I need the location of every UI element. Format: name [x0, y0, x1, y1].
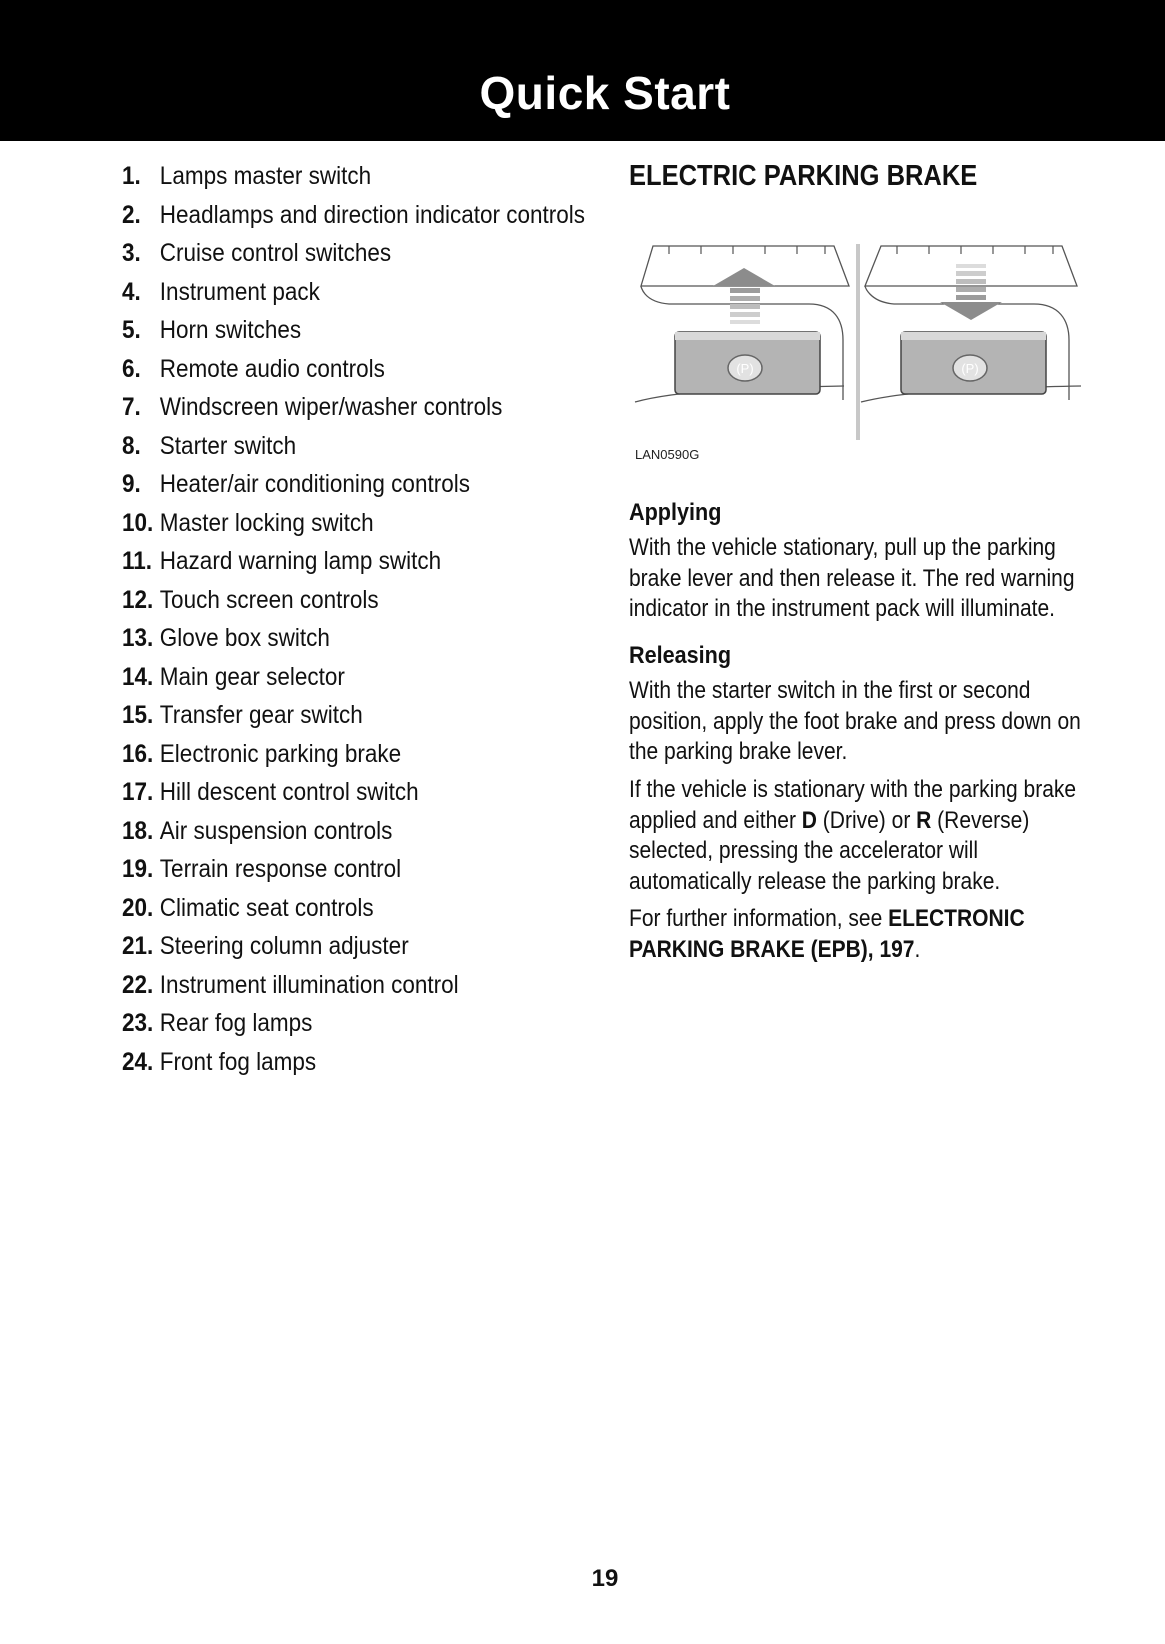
- list-item: [122, 853, 585, 892]
- section-title: ELECTRIC PARKING BRAKE: [629, 160, 978, 192]
- list-item-label: Air suspension controls: [159, 816, 393, 845]
- auto-release-part3: (Reverse) selected, pressing the accelerator will automatically release the parking brake.: [629, 806, 1030, 895]
- figure-caption: LAN0590G: [635, 447, 700, 462]
- controls-list: [122, 160, 636, 1084]
- list-item: [122, 661, 585, 700]
- list-item-label: Steering column adjuster: [159, 932, 409, 960]
- list-item-number: 24.: [122, 1047, 154, 1076]
- list-item-number: 2.: [122, 200, 141, 229]
- list-item-label: Electronic parking brake: [159, 739, 402, 768]
- list-item-label: Main gear selector: [159, 662, 345, 691]
- list-item-number: 13.: [122, 624, 154, 652]
- list-item: [122, 969, 585, 1008]
- list-item: [122, 699, 585, 738]
- list-item-label: Glove box switch: [159, 624, 330, 652]
- list-item-label: Rear fog lamps: [159, 1009, 313, 1037]
- list-item-number: 1.: [122, 162, 141, 190]
- list-item-label: Master locking switch: [159, 508, 374, 537]
- list-item-label: Horn switches: [159, 316, 302, 344]
- list-item-label: Transfer gear switch: [159, 701, 363, 729]
- list-item: [122, 622, 585, 661]
- parking-brake-illustration: [629, 240, 1089, 472]
- list-item: [122, 507, 585, 546]
- list-item-label: Remote audio controls: [159, 354, 385, 383]
- list-item: [122, 237, 585, 276]
- list-item-number: 8.: [122, 431, 141, 460]
- list-item: [122, 430, 585, 469]
- list-item-label: Cruise control switches: [159, 239, 392, 267]
- list-item: [122, 892, 585, 931]
- list-item-number: 14.: [122, 662, 154, 691]
- press-down-panel: [861, 246, 1081, 402]
- list-item-label: Lamps master switch: [159, 162, 372, 190]
- epb-reference-link[interactable]: ELECTRONIC PARKING BRAKE (EPB), 197: [629, 905, 1025, 963]
- auto-release-text: [629, 775, 1084, 897]
- list-item: [122, 776, 585, 815]
- list-item-number: 18.: [122, 816, 154, 845]
- list-item-number: 6.: [122, 354, 141, 383]
- list-item-label: Hill descent control switch: [159, 778, 419, 806]
- list-item: [122, 1046, 585, 1085]
- list-item: [122, 545, 585, 584]
- brake-symbol-left: (P): [736, 361, 754, 376]
- list-item-number: 21.: [122, 932, 154, 960]
- list-item-label: Instrument illumination control: [159, 970, 459, 999]
- list-item-number: 22.: [122, 970, 154, 999]
- list-item-number: 20.: [122, 893, 154, 922]
- list-item: [122, 391, 585, 430]
- list-item-number: 4.: [122, 277, 141, 306]
- page-title: Quick Start: [479, 67, 731, 119]
- list-item-number: 15.: [122, 701, 154, 729]
- auto-release-part1: If the vehicle is stationary with the parking brake applied and either: [629, 776, 1077, 834]
- list-item-label: Terrain response control: [159, 855, 402, 883]
- parking-brake-diagram: [629, 240, 1089, 440]
- list-item-number: 12.: [122, 585, 154, 614]
- applying-text: With the vehicle stationary, pull up the parking brake lever and then release it. The red warning indicator in the instrument pack will illuminate.: [629, 534, 1075, 622]
- list-item-label: Headlamps and direction indicator controls: [159, 200, 586, 229]
- list-item: [122, 353, 585, 392]
- list-item-number: 3.: [122, 239, 141, 267]
- list-item-number: 10.: [122, 508, 154, 537]
- epb-section: [629, 158, 1099, 194]
- list-item: [122, 815, 585, 854]
- further-info-text: [629, 904, 1084, 965]
- releasing-text: With the starter switch in the first or second position, apply the foot brake and press down on the parking brake lever.: [629, 677, 1081, 765]
- list-item-label: Starter switch: [159, 431, 297, 460]
- list-item: [122, 930, 585, 969]
- list-item-number: 16.: [122, 739, 154, 768]
- list-item: [122, 276, 585, 315]
- list-item-label: Front fog lamps: [159, 1047, 317, 1076]
- list-item: [122, 738, 585, 777]
- brake-symbol-right: (P): [961, 361, 979, 376]
- list-item-label: Climatic seat controls: [159, 893, 374, 922]
- releasing-heading: Releasing: [629, 642, 732, 669]
- list-item-number: 11.: [122, 547, 153, 575]
- pull-up-panel: [635, 246, 849, 402]
- list-item-label: Heater/air conditioning controls: [159, 470, 470, 498]
- page-number: 19: [591, 1565, 619, 1592]
- further-info-suffix: .: [914, 935, 921, 963]
- list-item: [122, 468, 585, 507]
- drive-key: D: [801, 806, 817, 834]
- list-item-number: 19.: [122, 855, 154, 883]
- list-item: [122, 314, 585, 353]
- list-item-number: 7.: [122, 393, 141, 421]
- list-item-label: Hazard warning lamp switch: [159, 547, 442, 575]
- list-item-number: 9.: [122, 470, 141, 498]
- list-item-label: Windscreen wiper/washer controls: [159, 393, 503, 421]
- list-item: [122, 584, 585, 623]
- auto-release-part2: (Drive) or: [816, 806, 917, 834]
- page-header: [0, 0, 1165, 141]
- list-item-number: 23.: [122, 1009, 154, 1037]
- list-item-label: Instrument pack: [159, 277, 320, 306]
- list-item-number: 5.: [122, 316, 141, 344]
- list-item-label: Touch screen controls: [159, 585, 379, 614]
- panel-divider: [856, 244, 860, 440]
- reverse-key: R: [916, 806, 932, 834]
- further-info-prefix: For further information, see: [629, 905, 889, 932]
- list-item: [122, 1007, 585, 1046]
- list-item: [122, 160, 585, 199]
- list-item-number: 17.: [122, 778, 154, 806]
- list-item: [122, 199, 585, 238]
- applying-heading: Applying: [629, 499, 722, 526]
